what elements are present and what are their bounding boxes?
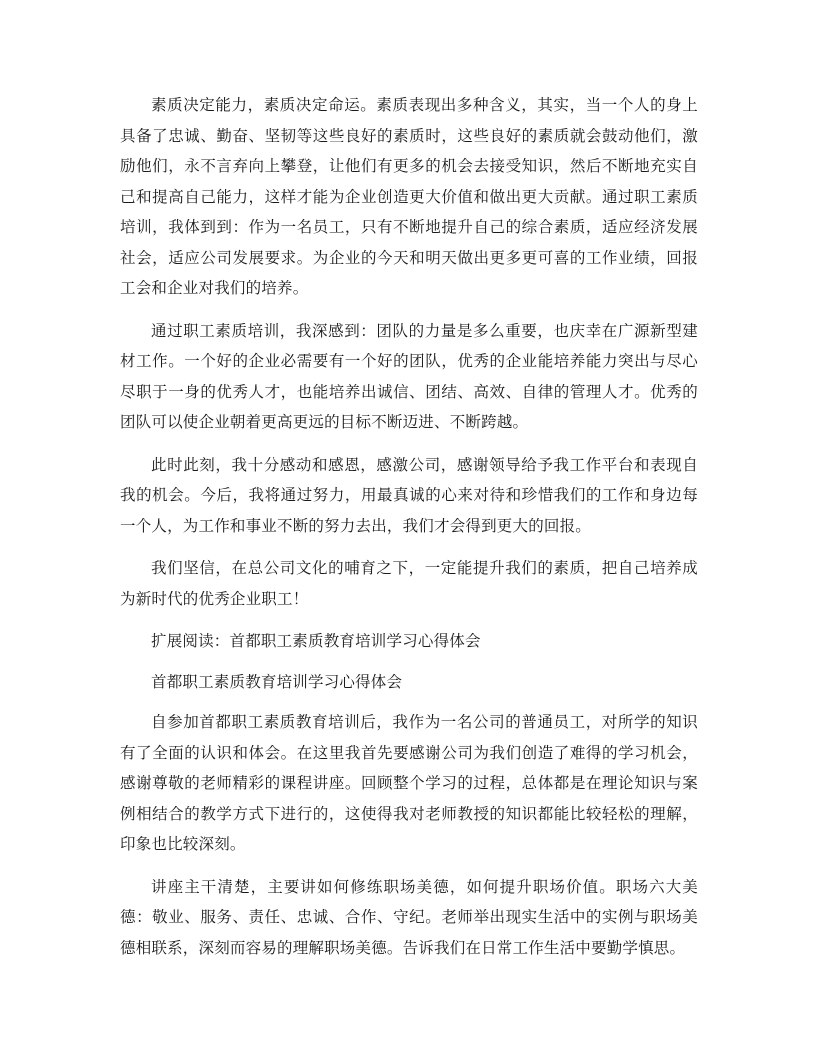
paragraph-3: 此时此刻，我十分感动和感恩，感激公司，感谢领导给予我工作平台和表现自我的机会。今后，我将通过努力，用最真诚的心来对待和珍惜我们的工作和身边每一个人，为工作和事业不断的努力去出，我们才会得到更大的回报。: [120, 455, 698, 535]
document-body: [120, 90, 698, 975]
paragraph-7: 自参加首都职工素质教育培训后，我作为一名公司的普通员工，对所学的知识有了全面的认识和体会。在这里我首先要感谢公司为我们创造了难得的学习机会，感谢尊敬的老师精彩的课程讲座。回顾整个学习的过程，总体都是在理论知识与案例相结合的教学方式下进行的，这使得我对老师教授的知识都能比较轻松的理解，印象也比较深刻。: [120, 713, 698, 853]
extended-reading-heading: 扩展阅读：首都职工素质教育培训学习心得体会: [151, 632, 481, 650]
paragraph-1: 素质决定能力，素质决定命运。素质表现出多种含义，其实，当一个人的身上具备了忠诚、勤奋、坚韧等这些良好的素质时，这些良好的素质就会鼓动他们，激励他们，永不言弃向上攀登，让他们有更多的机会去接受知识，然后不断地充实自己和提高自己能力，这样才能为企业创造更大价值和做出更大贡献。通过职工素质培训，我体到到：作为一名员工，只有不断地提升自己的综合素质，适应经济发展社会，适应公司发展要求。为企业的今天和明天做出更多更可喜的工作业绩，回报工会和企业对我们的培养。: [120, 96, 698, 297]
paragraph-8: 讲座主干清楚，主要讲如何修练职场美德，如何提升职场价值。职场六大美德：敬业、服务、责任、忠诚、合作、守纪。老师举出现实生活中的实例与职场美德相联系，深刻而容易的理解职场美德。告诉我们在日常工作生活中要勤学慎思。: [120, 877, 698, 957]
paragraph-4: 我们坚信，在总公司文化的哺育之下，一定能提升我们的素质，把自己培养成为新时代的优秀企业职工！: [120, 559, 698, 608]
paragraph-2: 通过职工素质培训，我深感到：团队的力量是多么重要，也庆幸在广源新型建材工作。一个好的企业必需要有一个好的团队，优秀的企业能培养能力突出与尽心尽职于一身的优秀人才，也能培养出诚信、团结、高效、自律的管理人才。优秀的团队可以使企业朝着更高更远的目标不断迈进、不断跨越。: [120, 321, 698, 431]
article-title: 首都职工素质教育培训学习心得体会: [151, 672, 403, 691]
